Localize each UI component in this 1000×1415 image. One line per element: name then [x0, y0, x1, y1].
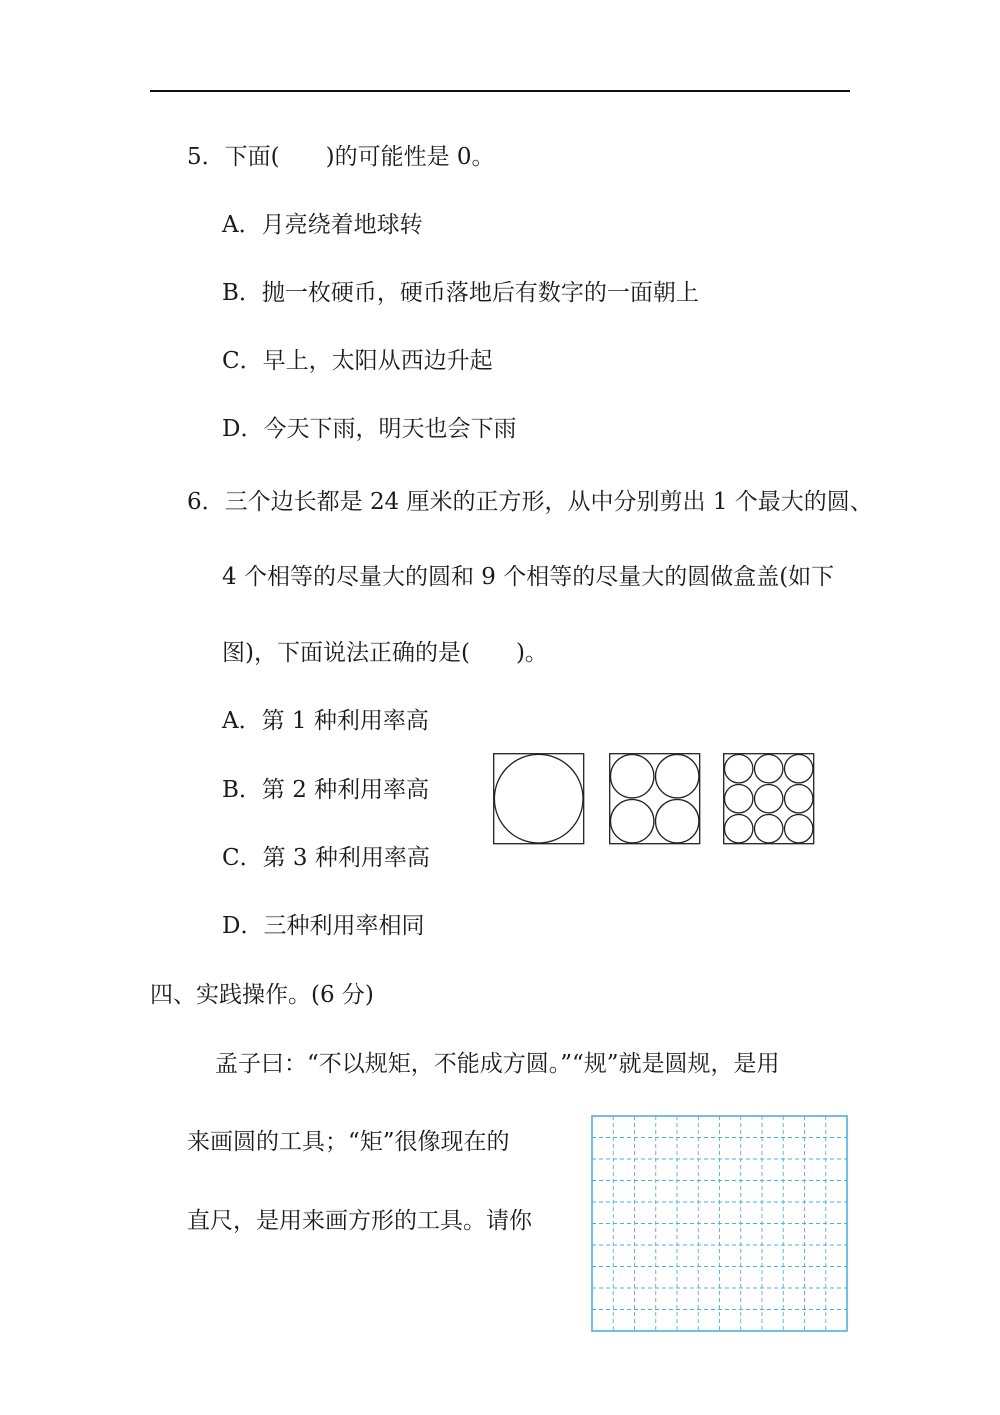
square-2 [610, 754, 700, 844]
q5-option-c: C．早上，太阳从西边升起 [222, 348, 493, 374]
q6-stem-line-2: 4 个相等的尽量大的圆和 9 个相等的尽量大的圆做盒盖(如下 [222, 564, 835, 590]
circle-medium [611, 800, 654, 843]
circle-small [725, 785, 753, 813]
q5-option-a: A．月亮绕着地球转 [222, 212, 423, 238]
circle-small [755, 755, 783, 783]
section-4-para-line-2: 来画圆的工具；“矩”很像现在的 [187, 1129, 510, 1155]
circle-medium [611, 755, 654, 798]
q6-option-b: B．第 2 种利用率高 [222, 777, 430, 803]
circle-small [785, 815, 813, 843]
q5-option-d: D．今天下雨，明天也会下雨 [222, 416, 517, 442]
circle-large [494, 754, 583, 843]
square-3 [724, 754, 814, 844]
square-nine-circles [724, 754, 814, 844]
q6-stem-line-1: 6．三个边长都是 24 厘米的正方形，从中分别剪出 1 个最大的圆、 [187, 489, 873, 515]
circle-small [785, 785, 813, 813]
circle-medium [656, 755, 699, 798]
q5-stem: 5．下面( )的可能性是 0。 [187, 144, 495, 170]
q6-stem-line-3: 图)，下面说法正确的是( )。 [222, 640, 548, 666]
top-rule [150, 90, 850, 92]
circle-small [755, 785, 783, 813]
q6-option-a: A．第 1 种利用率高 [222, 708, 429, 734]
circle-small [785, 755, 813, 783]
circle-medium [656, 800, 699, 843]
circle-small [725, 815, 753, 843]
circles-in-squares-figure [493, 753, 848, 845]
circle-small [725, 755, 753, 783]
q6-option-c: C．第 3 种利用率高 [222, 845, 430, 871]
drawing-grid[interactable] [591, 1115, 848, 1332]
q5-option-b: B．抛一枚硬币，硬币落地后有数字的一面朝上 [222, 280, 699, 306]
section-4-para-line-1: 孟子曰：“不以规矩，不能成方圆。”“规”就是圆规，是用 [215, 1051, 780, 1077]
q6-option-d: D．三种利用率相同 [222, 913, 425, 939]
section-4-para-line-3: 直尺，是用来画方形的工具。请你 [187, 1208, 532, 1234]
square-one-circle [494, 754, 584, 844]
section-4-title: 四、实践操作。(6 分) [150, 982, 374, 1008]
square-four-circles [610, 754, 700, 844]
circle-small [755, 815, 783, 843]
